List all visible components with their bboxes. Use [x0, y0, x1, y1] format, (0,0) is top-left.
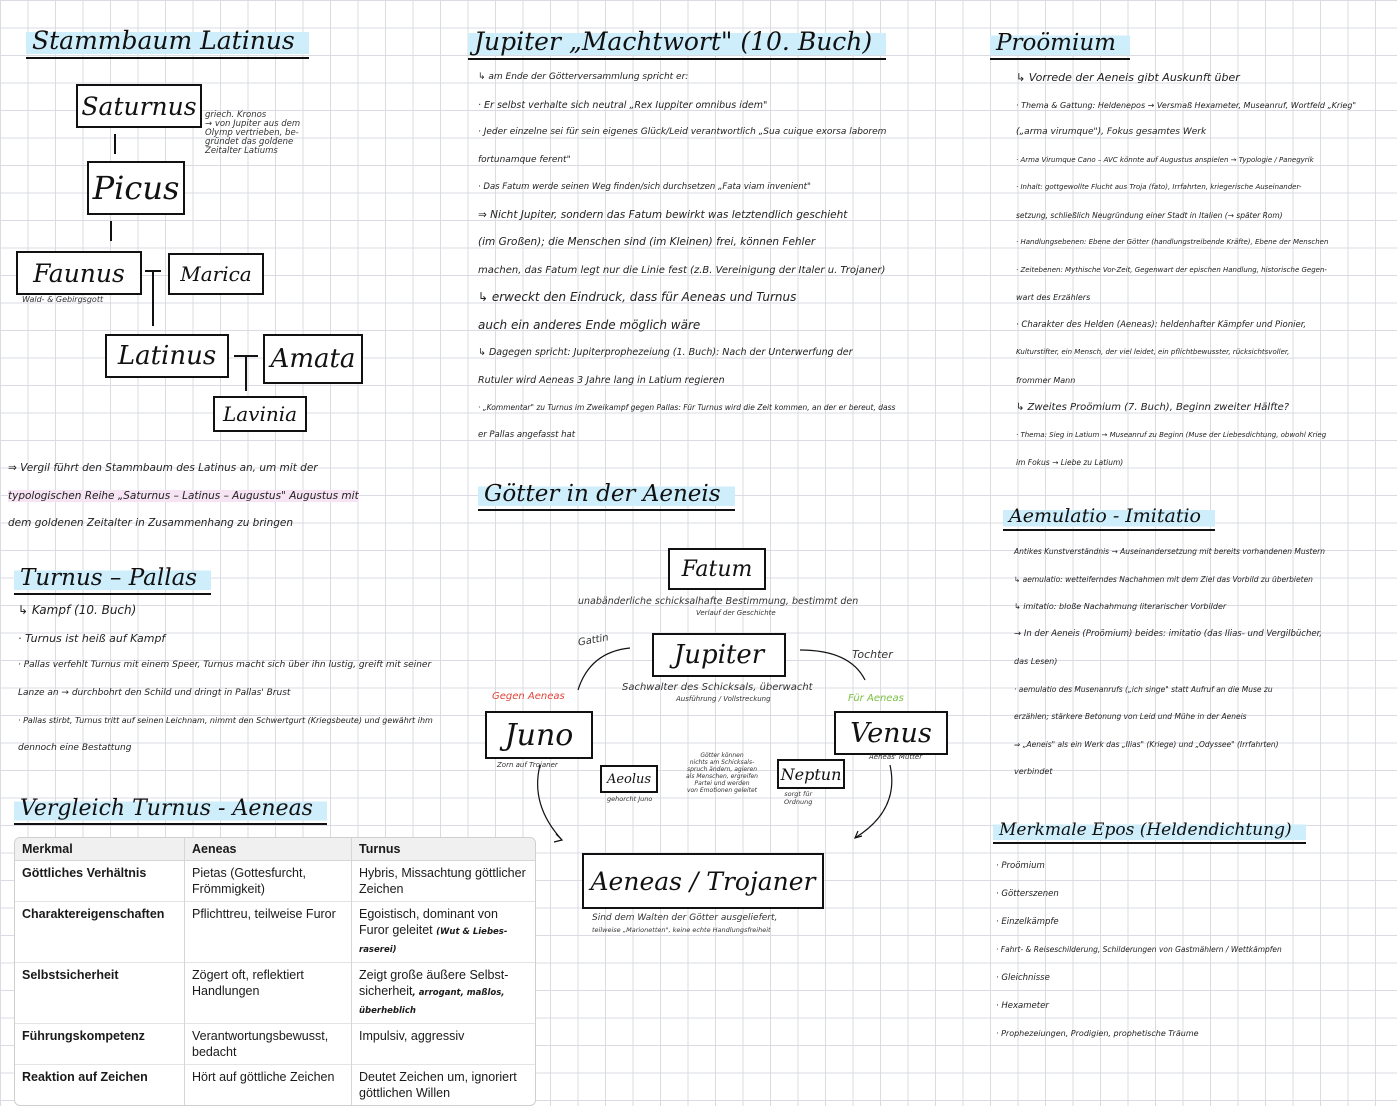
- cell-merkmal: Charaktereigenschaften: [15, 902, 185, 963]
- gegen-aeneas-label: Gegen Aeneas: [492, 691, 565, 702]
- turnus-pallas-notes: ↳ Kampf (10. Buch) · Turnus ist heiß auf Kampf · Pallas verfehlt Turnus mit einem Speer, Turnus macht sich über ihn lustig, greift mit seiner Lanze an → durchbohrt den Schild und dringt in Pallas' Brust · Pallas stirbt, Turnus tritt auf seinen Leichnam, nimmt den Schwertgurt (Kriegsbeute) und gewährt ihm dennoch eine Bestattung: [18, 603, 433, 753]
- cell-aeneas: Pietas (Gottesfurcht, Frömmigkeit): [185, 861, 352, 902]
- tree-line: [152, 270, 154, 326]
- table-row: [15, 902, 535, 963]
- handwritten-note: (Wut & Liebes-raserei): [359, 927, 508, 955]
- table-row: [15, 963, 535, 1024]
- jupiter-box: Jupiter: [652, 633, 786, 677]
- jupiter-title: Jupiter „Machtwort" (10. Buch): [468, 27, 886, 60]
- amata-box: Amata: [263, 334, 363, 384]
- aemulatio-notes: Antikes Kunstverständnis → Auseinandersetzung mit bereits vorhandenen Mustern ↳ aemulatio: wetteiferndes Nachahmen mit dem Ziel das Vorbild zu überbieten ↳ imitatio: bloße Nachahmung literarischer Vorbilder → In der Aeneis (Proömium) beides: imitatio (das Ilias- und Vergilbücher, das Lesen) · aemulatio des Musenanrufs („ich singe" statt Aufruf an die Muse zu erzählen; stärkere Betonung von Leid und Mühe in der Aeneis ⇒ „Aeneis" als ein Werk das „Ilias" (Kriege) und „Odyssee" (Irrfahrten) verbindet: [1014, 547, 1325, 776]
- cell-merkmal: Selbstsicherheit: [15, 963, 185, 1024]
- aeolus-box: Aeolus: [600, 765, 658, 793]
- saturnus-box: Saturnus: [76, 84, 202, 128]
- gattin-label: Gattin: [577, 632, 610, 649]
- cell-merkmal: Göttliches Verhältnis: [15, 861, 185, 902]
- cell-aeneas: Hört auf göttliche Zeichen: [185, 1065, 352, 1106]
- vergleich-title: Vergleich Turnus - Aeneas: [14, 796, 327, 825]
- jupiter-notes: ↳ am Ende der Götterversammlung spricht er: · Er selbst verhalte sich neutral „Rex Iuppiter omnibus idem" · Jeder einzelne sei für sein eigenes Glück/Leid verantwortlich „Sua cuique exorsa laborem fortunamque ferent" · Das Fatum werde seinen Weg finden/sich durchsetzen „Fata viam invenient" ⇒ Nicht Jupiter, sondern das Fatum bewirkt was letztendlich geschieht (im Großen); die Menschen sind (im Kleinen) frei, können Fehler machen, das Fatum legt nur die Linie fest (z.B. Vereinigung der Italer u. Trojaner) ↳ erweckt den Eindruck, dass für Aeneas und Turnus auch ein anderes Ende möglich wäre ↳ Dagegen spricht: Jupiterprophezeiung (1. Buch): Nach der Unterwerfung der Rutuler wird Aeneas 3 Jahre lang in Latium regieren · „Kommentar" zu Turnus im Zweikampf gegen Pallas: Für Turnus wird die Zeit kommen, an der er bereut, dass er Pallas angefasst hat: [478, 72, 896, 440]
- table-row: [15, 1024, 535, 1065]
- tochter-label: Tochter: [852, 648, 893, 661]
- merkmale-title: Merkmale Epos (Heldendichtung): [993, 820, 1306, 844]
- fatum-note-2: Verlauf der Geschichte: [696, 609, 776, 617]
- aeolus-note: gehorcht Juno: [607, 795, 653, 803]
- tree-line: [110, 221, 112, 241]
- cell-aeneas: Verantwortungsbewusst, bedacht: [185, 1024, 352, 1065]
- turnus-pallas-title: Turnus – Pallas: [14, 565, 211, 595]
- marica-box: Marica: [168, 253, 264, 295]
- cell-merkmal: Führungskompetenz: [15, 1024, 185, 1065]
- table-row: [15, 861, 535, 902]
- col-header-aeneas: Aeneas: [185, 838, 352, 861]
- cell-turnus: Egoistisch, dominant von Furor geleitet (Wut & Liebes-raserei): [352, 902, 536, 963]
- venus-note: Aeneas' Mutter: [869, 753, 923, 761]
- vergil-note: ⇒ Vergil führt den Stammbaum des Latinus an, um mit der typologischen Reihe „Saturnus – Latinus – Augustus" Augustus mit dem goldenen Zeitalter in Zusammenhang zu bringen: [8, 462, 359, 529]
- cell-turnus: Zeigt große äußere Selbst-sicherheit, arrogant, maßlos, überheblich: [352, 963, 536, 1024]
- aeneas-trojaner-box: Aeneas / Trojaner: [582, 853, 824, 909]
- fuer-aeneas-label: Für Aeneas: [848, 693, 904, 704]
- lavinia-box: Lavinia: [213, 396, 307, 432]
- goetter-title: Götter in der Aeneis: [478, 481, 735, 511]
- cell-turnus: Hybris, Missachtung göttlicher Zeichen: [352, 861, 536, 902]
- prooemium-title: Proömium: [990, 30, 1130, 60]
- neptun-note: sorgt für Ordnung: [784, 790, 813, 806]
- jupiter-note-2: Ausführung / Vollstreckung: [676, 695, 771, 703]
- col-header-turnus: Turnus: [352, 838, 536, 861]
- table-row: [15, 1065, 535, 1106]
- cell-merkmal: Reaktion auf Zeichen: [15, 1065, 185, 1106]
- venus-box: Venus: [834, 711, 948, 755]
- cell-aeneas: Zögert oft, reflektiert Handlungen: [185, 963, 352, 1024]
- jupiter-note: Sachwalter des Schicksals, überwacht: [622, 682, 813, 693]
- juno-box: Juno: [485, 711, 593, 759]
- tree-line: [245, 355, 247, 391]
- merkmale-notes: · Proömium · Götterszenen · Einzelkämpfe · Fahrt- & Reiseschilderung, Schilderungen von Gastmählern / Wettkämpfen · Gleichnisse · Hexameter · Prophezeiungen, Prodigien, prophetische Träume: [996, 861, 1282, 1038]
- stammbaum-title: Stammbaum Latinus: [26, 26, 309, 59]
- picus-box: Picus: [87, 161, 185, 215]
- handwritten-note: , arrogant, maßlos, überheblich: [359, 988, 505, 1016]
- aeneas-note: Sind dem Walten der Götter ausgeliefert, teilweise „Marionetten", keine echte Handlungsfreiheit: [592, 913, 778, 934]
- faunus-box: Faunus: [16, 251, 142, 295]
- cell-turnus: Impulsiv, aggressiv: [352, 1024, 536, 1065]
- col-header-merkmal: Merkmal: [15, 838, 185, 861]
- center-note: Götter können nichts am Schicksals- spruch ändern, agieren als Menschen, ergreifen Partei und werden von Emotionen geleitet: [686, 752, 758, 794]
- prooemium-notes: ↳ Vorrede der Aeneis gibt Auskunft über · Thema & Gattung: Heldenepos → Versmaß Hexameter, Museanruf, Wortfeld „Krieg" („arma virumque"), Fokus gesamtes Werk · Arma Virumque Cano – AVC könnte auf Augustus anspielen → Typologie / Panegyrik · Inhalt: gottgewollte Flucht aus Troja (fato), Irrfahrten, kriegerische Auseinander- setzung, schließlich Neugründung einer Stadt in Italien (→ später Rom) · Handlungsebenen: Ebene der Götter (handlungstreibende Kräfte), Ebene der Menschen · Zeitebenen: Mythische Vor-Zeit, Gegenwart der epischen Handlung, historische Gegen- wart des Erzählers · Charakter des Helden (Aeneas): heldenhafter Kämpfer und Pionier, Kulturstifter, ein Mensch, der viel leidet, ein pflichtbewusster, rücksichtsvoller, frommer Mann ↳ Zweites Proömium (7. Buch), Beginn zweiter Hälfte? · Thema: Sieg in Latium → Museanruf zu Beginn (Muse der Liebesdichtung, obwohl Krieg im Fokus → Liebe zu Latium): [1016, 71, 1357, 467]
- faunus-note: Wald- & Gebirgsgott: [22, 295, 104, 304]
- juno-note: Zorn auf Trojaner: [497, 761, 558, 769]
- aemulatio-title: Aemulatio - Imitatio: [1003, 505, 1215, 531]
- vergleich-table: [14, 837, 536, 1106]
- neptun-box: Neptun: [777, 759, 845, 789]
- latinus-box: Latinus: [105, 334, 229, 378]
- fatum-note: unabänderliche schicksalhafte Bestimmung, bestimmt den: [578, 596, 859, 607]
- tree-line: [114, 134, 116, 154]
- cell-aeneas: Pflichttreu, teilweise Furor: [185, 902, 352, 963]
- saturnus-note: griech. Kronos → von Jupiter aus dem Olymp vertrieben, be- gründet das goldene Zeitalter Latiums: [205, 110, 301, 156]
- fatum-box: Fatum: [668, 548, 766, 590]
- cell-turnus: Deutet Zeichen um, ignoriert göttlichen Willen: [352, 1065, 536, 1106]
